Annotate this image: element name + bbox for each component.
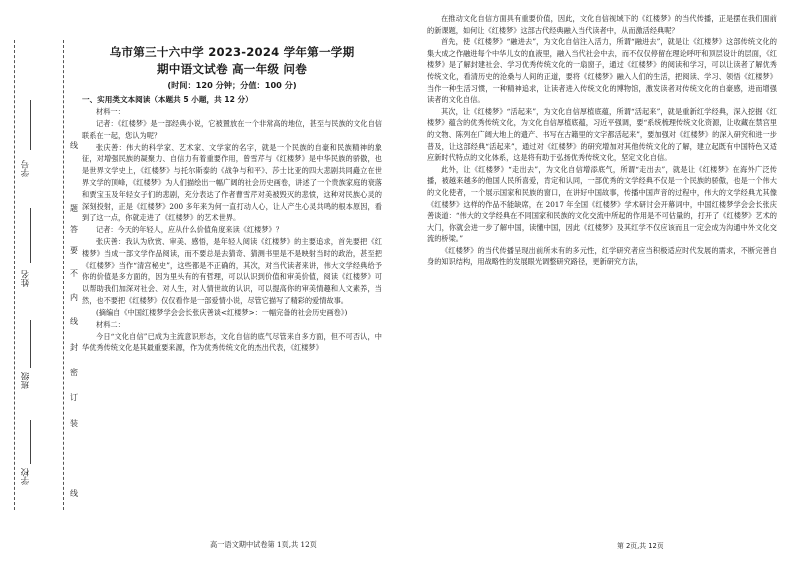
paragraph: 记者：今天的年轻人，应从什么价值角度来读《红楼梦》？ <box>96 225 283 235</box>
exam-subtitle: 期中语文试卷 高一年级 问卷 <box>157 62 307 76</box>
left-column <box>82 44 382 354</box>
material-label: 材料一： <box>96 107 125 116</box>
paragraph: 在推动文化自信方面具有重要价值，因此，文化自信视域下的《红楼梦》的当代传播，正是摆在我们面前的新课题，如何让《红楼梦》这部古代经典融入当代读者中，从而激活经典呢？ <box>427 14 777 35</box>
page-footer: 第 2页,共 12页 <box>617 542 664 550</box>
class-blank[interactable] <box>30 320 31 368</box>
source-citation: (摘编自《中国红楼梦学会会长张庆善谈<红楼梦>：一幅完备的社会历史画卷》) <box>96 307 348 317</box>
seal-char: 线 <box>70 317 78 326</box>
seal-char: 内 <box>70 293 78 302</box>
right-column <box>427 13 777 268</box>
student-number-blank[interactable] <box>30 100 31 150</box>
seal-char: 题 <box>70 204 78 213</box>
paragraph: 其次，让《红楼梦》“活起来”，为文化自信厚植底蕴，所谓“活起来”，就是重新红学经典，深入挖掘《红楼梦》蕴含的优秀传统文化，为文化自信厚植底蕴，习近平强调，要“系统梳理传统文化资源，让收藏在禁宫里的文物、陈列在广阔大地上的遗产、书写在古籍里的文字都活起来”，要加强对《红楼梦》的深入研究和进一步普及，让这部经典“活起来”，通过对《红楼梦》的研究增加对其他传统文化的了解，建立起既有中国特色又适应新时代特点的文化体系，这是将有助于弘扬优秀传统文化，坚定文化自信。 <box>427 106 777 163</box>
seal-char: 不 <box>70 269 78 278</box>
cut-line-outer <box>14 40 15 510</box>
school-blank[interactable] <box>30 420 31 464</box>
name-blank[interactable] <box>30 208 31 263</box>
exam-title: 乌市第三十六中学 2023-2024 学年第一学期 <box>109 45 355 59</box>
paragraph: 张庆善：伟大的科学家、艺术家、文学家的名字，就是一个民族的自豪和民族精神的象征，对增强民族的凝聚力、自信力有着重要作用，曾雪芹与《红楼梦》是中华民族的骄傲，也是世界文学史上，《红楼梦》与托尔斯泰的《战争与和平》、莎士比亚的四大悲剧共同矗立在世界文学的顶峰，《红楼梦》为人们描绘出一幅广阔的社会历史画卷，讲述了一个贵族家庭的衰落和贾宝玉及年轻女子们的悲剧，充分表达了作者曹雪芹对美被毁灭的悲愤，这种对民族心灵的深刻投射，正是《红楼梦》200 多年来为何一直打动人心，让人产生心灵共鸣的根本原因，看到了这一点，你就走进了《红楼梦》的艺术世界。 <box>82 142 382 223</box>
exam-meta: (时间：120 分钟；分值：100 分) <box>167 80 297 90</box>
paragraph: 此外，让《红楼梦》“走出去”，为文化自信增添底气，所谓“走出去”，就是让《红楼梦》在海外广泛传播，被越来越多的他国人民所喜爱，肯定和认同，一部优秀的文学经典不仅是一个民族的骄傲，也是一个伟大的文化使者，一个展示国家和民族的窗口，在讲好中国故事，传播中国声音的过程中，伟大的文学经典尤其像《红楼梦》这样的作品不能缺席，在 2017 年全国《红楼梦》学术研讨会开幕词中，中国红楼梦学会会长张庆善谈道：“伟大的文学经典在不同国家和民族的文化交流中所起的作用是不可估量的，打开了《红楼梦》艺术的大门，你就会进一步了解中国，读懂中国，因此《红楼梦》及其红学不仅应该而且一定会成为沟通中外文化交流的桥梁。” <box>427 164 777 244</box>
paragraph: 今日“文化自信”已成为主流意识形态，文化自信的底气尽管来自多方面，但不可否认，中华优秀传统文化是其最重要来源，作为优秀传统文化的杰出代表，《红楼梦》 <box>82 331 382 353</box>
cut-line-inner <box>63 40 64 510</box>
paragraph: 记者：《红楼梦》是一部经典小说，它被置放在一个非常高的地位，甚至与民族的文化自信联系在一起，您认为呢？ <box>82 119 382 140</box>
section-heading: 一、实用类文本阅读（本题共 5 小题，共 12 分） <box>82 95 253 104</box>
seal-char: 装 <box>70 419 78 428</box>
paragraph: 张庆善：我认为欣赏、审美、感悟，是年轻人阅读《红楼梦》的主要追求，首先要把《红楼梦》当成一部文学作品阅读，而不要总是去猜奇、猜测书里是不是映射当时的政治，甚至把《红楼梦》当作“清宫秘史”，这些都是不正确的，其次，对当代读者来讲，伟大文学经典给予你的价值是多方面的，因为里头有的有哲理，可以认识到价值和审美价值，阅读《红楼梦》可以帮助我们加深对社会、对人生，对人情世故的认识，可以提高你的审美情趣和人文素养，当然，也不要把《红楼梦》仅仅看作是一部爱情小说，尽管它描写了精彩的爱情故事。 <box>82 236 382 305</box>
material-label: 材料二： <box>96 319 125 329</box>
seal-char: 线 <box>70 489 78 498</box>
field-label-school: 学校 <box>21 468 31 485</box>
seal-char: 线 <box>70 141 78 150</box>
page-footer: 高一语文期中试卷第 1页,共 12页 <box>210 540 317 549</box>
paragraph: 《红楼梦》的当代传播呈现出前所未有的多元性，红学研究者应当积极适应时代发展的需求，不断完善自身的知识结构，用战略性的发展眼光调整研究路径，更新研究方法， <box>427 245 777 267</box>
field-label-name: 姓名 <box>21 270 31 287</box>
paragraph: 首先，使《红楼梦》“融进去”，为文化自信注入活力，所谓“融进去”，就是让《红楼梦》这部传统文化的集大成之作融进每个中华儿女的血液里，融入当代社会中去，而不仅仅停留在理论呼吁和顶层设计的层面，《红楼梦》是了解封建社会、学习优秀传统文化的一扇窗子，通过《红楼梦》的阅读和学习，可以让读者了解优秀传统文化，看清历史的沧桑与人间的正道，要将《红楼梦》融入人们的生活，把阅读、学习、领悟《红楼梦》当作一种生活习惯，一种精神追求，让读者进入传统文化的博物馆，激发读者对传统文化的自豪感，进而增强读者的文化自信。 <box>427 37 777 105</box>
field-label-student-number: 学号 <box>21 160 31 177</box>
seal-char: 密 <box>70 368 78 377</box>
seal-char: 答 <box>70 225 78 234</box>
seal-char: 要 <box>70 246 78 255</box>
right-page <box>397 0 794 561</box>
field-label-class: 班级 <box>21 372 31 389</box>
seal-char: 订 <box>70 393 78 402</box>
seal-char: 封 <box>70 343 78 352</box>
